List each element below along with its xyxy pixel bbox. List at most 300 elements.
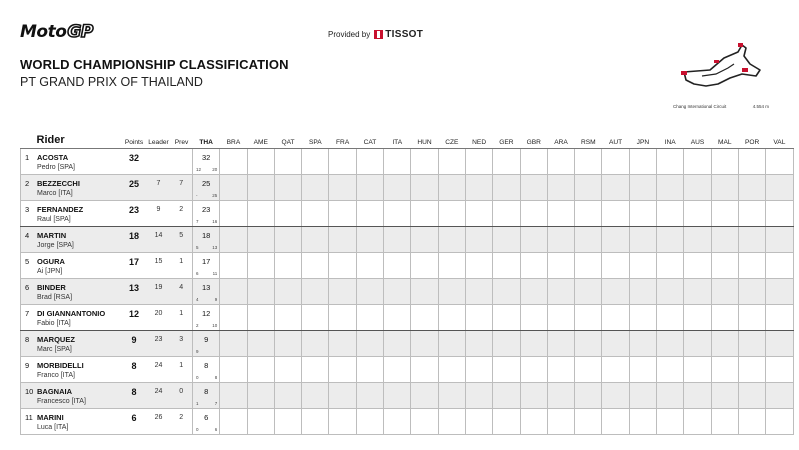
race-cell-empty bbox=[302, 227, 329, 253]
rider-position: 5 bbox=[25, 257, 30, 266]
race-cell-empty bbox=[602, 149, 629, 175]
race-cell-empty bbox=[493, 357, 520, 383]
race-cell-empty bbox=[575, 201, 602, 227]
points-cell: 18 bbox=[122, 227, 147, 253]
sprint-points: 9 bbox=[196, 349, 199, 354]
race-cell-empty bbox=[220, 357, 247, 383]
race-cell-empty bbox=[575, 149, 602, 175]
race-cell-empty bbox=[602, 357, 629, 383]
motogp-logo bbox=[20, 22, 93, 42]
leader-gap-cell: 19 bbox=[147, 279, 171, 305]
race-cell-empty bbox=[684, 357, 711, 383]
race-column-header: AME bbox=[247, 132, 274, 149]
race-cell-empty bbox=[738, 357, 765, 383]
race-cell-empty bbox=[575, 175, 602, 201]
race-cell-empty bbox=[274, 201, 301, 227]
rider-surname: MARTIN bbox=[37, 231, 67, 240]
race-cell-empty bbox=[384, 201, 411, 227]
tissot-wordmark: TISSOT bbox=[385, 29, 424, 40]
race-cell-empty bbox=[356, 279, 383, 305]
rider-position: 10 bbox=[25, 387, 34, 396]
rider-cell bbox=[21, 383, 122, 409]
race-cell-empty bbox=[411, 149, 438, 175]
rider-cell bbox=[21, 253, 122, 279]
race-column-header: AUT bbox=[602, 132, 629, 149]
race-cell-empty bbox=[438, 409, 465, 435]
race-cell-empty bbox=[220, 331, 247, 357]
rider-cell bbox=[21, 305, 122, 331]
race-cell-empty bbox=[547, 305, 574, 331]
race-cell-empty bbox=[766, 305, 793, 331]
race-cell-empty bbox=[711, 201, 738, 227]
race-cell-empty bbox=[329, 305, 356, 331]
race-column-header: GBR bbox=[520, 132, 547, 149]
race-cell-empty bbox=[274, 331, 301, 357]
race-cell-empty bbox=[657, 383, 684, 409]
race-cell-empty bbox=[302, 253, 329, 279]
race-cell-empty bbox=[711, 357, 738, 383]
race-breakdown bbox=[196, 271, 217, 276]
tissot-cross-icon bbox=[374, 30, 383, 39]
race-cell-empty bbox=[547, 409, 574, 435]
race-cell-empty bbox=[329, 383, 356, 409]
race-cell-empty bbox=[684, 175, 711, 201]
prev-gap-cell: 5 bbox=[171, 227, 193, 253]
race-cell-empty bbox=[438, 279, 465, 305]
race-cell-empty bbox=[766, 331, 793, 357]
race-cell-empty bbox=[493, 253, 520, 279]
race-points: 8 bbox=[204, 387, 209, 396]
points-cell: 32 bbox=[122, 149, 147, 175]
race-points: 6 bbox=[204, 413, 209, 422]
race-cell-empty bbox=[411, 383, 438, 409]
race-cell-empty bbox=[520, 357, 547, 383]
rider-position: 1 bbox=[25, 153, 30, 162]
race-only-points: 11 bbox=[212, 271, 218, 276]
race-cell-empty bbox=[629, 149, 656, 175]
logo-moto-text: Moto bbox=[20, 22, 67, 42]
race-breakdown bbox=[196, 245, 217, 250]
race-cell-empty bbox=[247, 253, 274, 279]
points-cell: 12 bbox=[122, 305, 147, 331]
race-cell-empty bbox=[302, 305, 329, 331]
race-only-points: 10 bbox=[212, 323, 218, 328]
rider-firstname-nation: Fabio [ITA] bbox=[37, 320, 71, 327]
race-cell-empty bbox=[465, 383, 492, 409]
race-cell-empty bbox=[657, 201, 684, 227]
race-cell-empty bbox=[220, 383, 247, 409]
race-cell-empty bbox=[657, 149, 684, 175]
race-cell-empty bbox=[493, 227, 520, 253]
race-cell-empty bbox=[547, 227, 574, 253]
race-breakdown bbox=[196, 167, 217, 172]
sponsor-credit bbox=[328, 29, 423, 40]
race-breakdown bbox=[196, 375, 217, 380]
race-breakdown bbox=[196, 297, 217, 302]
race-cell-empty bbox=[274, 305, 301, 331]
race-cell-empty bbox=[520, 305, 547, 331]
race-cell-empty bbox=[547, 357, 574, 383]
rider-position: 7 bbox=[25, 309, 30, 318]
rider-firstname-nation: Franco [ITA] bbox=[37, 372, 75, 379]
race-only-points: 13 bbox=[212, 245, 218, 250]
race-cell-empty bbox=[520, 227, 547, 253]
race-cell-empty bbox=[629, 305, 656, 331]
leader-gap-cell: 23 bbox=[147, 331, 171, 357]
race-cell-empty bbox=[356, 305, 383, 331]
race-cell-empty bbox=[629, 383, 656, 409]
leader-gap-cell: 15 bbox=[147, 253, 171, 279]
rider-firstname-nation: Marco [ITA] bbox=[37, 190, 73, 197]
race-cell-empty bbox=[356, 149, 383, 175]
rider-position: 4 bbox=[25, 231, 30, 240]
table-row bbox=[21, 383, 794, 409]
race-cell-empty bbox=[493, 175, 520, 201]
race-cell-empty bbox=[575, 279, 602, 305]
leader-gap-cell: 9 bbox=[147, 201, 171, 227]
race-cell-empty bbox=[711, 253, 738, 279]
race-cell-empty bbox=[302, 201, 329, 227]
sprint-points: 1 bbox=[196, 401, 199, 406]
race-cell-empty bbox=[465, 305, 492, 331]
race-cell-empty bbox=[629, 253, 656, 279]
race-cell-empty bbox=[602, 175, 629, 201]
rider-position: 2 bbox=[25, 179, 30, 188]
prev-gap-cell: 2 bbox=[171, 201, 193, 227]
race-column-header: INA bbox=[657, 132, 684, 149]
rider-firstname-nation: Jorge [SPA] bbox=[37, 242, 74, 249]
race-cell-empty bbox=[247, 149, 274, 175]
rider-cell bbox=[21, 357, 122, 383]
rider-firstname-nation: Brad [RSA] bbox=[37, 294, 73, 301]
rider-surname: MARQUEZ bbox=[37, 335, 75, 344]
race-cell-empty bbox=[384, 357, 411, 383]
race-cell-empty bbox=[766, 409, 793, 435]
race-breakdown bbox=[196, 193, 217, 198]
race-cell-empty bbox=[329, 253, 356, 279]
leader-column-header: Leader bbox=[147, 132, 171, 149]
race-cell-empty bbox=[684, 331, 711, 357]
race-cell-empty bbox=[384, 253, 411, 279]
race-cell-empty bbox=[684, 305, 711, 331]
race-cell-tha bbox=[193, 331, 220, 357]
race-cell-empty bbox=[329, 227, 356, 253]
rider-cell bbox=[21, 149, 122, 175]
race-points: 8 bbox=[204, 361, 209, 370]
race-cell-empty bbox=[547, 253, 574, 279]
race-cell-empty bbox=[220, 227, 247, 253]
rider-cell bbox=[21, 331, 122, 357]
race-cell-empty bbox=[329, 279, 356, 305]
race-cell-empty bbox=[274, 279, 301, 305]
race-cell-empty bbox=[384, 305, 411, 331]
race-cell-tha bbox=[193, 357, 220, 383]
race-cell-empty bbox=[575, 305, 602, 331]
rider-surname: BEZZECCHI bbox=[37, 179, 80, 188]
race-cell-empty bbox=[302, 331, 329, 357]
race-cell-empty bbox=[766, 253, 793, 279]
race-cell-empty bbox=[329, 357, 356, 383]
race-column-header: POR bbox=[738, 132, 765, 149]
table-row bbox=[21, 253, 794, 279]
race-cell-empty bbox=[657, 305, 684, 331]
race-cell-empty bbox=[247, 383, 274, 409]
race-column-header: SPA bbox=[302, 132, 329, 149]
table-row bbox=[21, 175, 794, 201]
race-cell-empty bbox=[602, 409, 629, 435]
points-cell: 17 bbox=[122, 253, 147, 279]
race-only-points: 8 bbox=[214, 375, 218, 380]
race-cell-empty bbox=[738, 279, 765, 305]
race-cell-empty bbox=[602, 279, 629, 305]
rider-firstname-nation: Raul [SPA] bbox=[37, 216, 71, 223]
race-cell-empty bbox=[465, 331, 492, 357]
sprint-points: 6 bbox=[196, 271, 199, 276]
leader-gap-cell: 24 bbox=[147, 357, 171, 383]
race-cell-empty bbox=[657, 331, 684, 357]
race-cell-empty bbox=[766, 383, 793, 409]
race-cell-empty bbox=[438, 357, 465, 383]
race-cell-empty bbox=[711, 175, 738, 201]
race-cell-empty bbox=[274, 383, 301, 409]
prev-gap-cell: 1 bbox=[171, 357, 193, 383]
race-cell-empty bbox=[438, 383, 465, 409]
points-cell: 23 bbox=[122, 201, 147, 227]
race-cell-empty bbox=[493, 305, 520, 331]
race-cell-empty bbox=[738, 253, 765, 279]
rider-surname: DI GIANNANTONIO bbox=[37, 309, 106, 318]
race-cell-tha bbox=[193, 149, 220, 175]
race-cell-empty bbox=[220, 175, 247, 201]
race-cell-empty bbox=[356, 175, 383, 201]
race-cell-empty bbox=[438, 305, 465, 331]
race-cell-empty bbox=[329, 201, 356, 227]
race-cell-empty bbox=[766, 279, 793, 305]
race-points: 23 bbox=[201, 205, 211, 214]
race-cell-empty bbox=[575, 227, 602, 253]
race-points: 32 bbox=[201, 153, 211, 162]
rider-position: 9 bbox=[25, 361, 30, 370]
sprint-points: 0 bbox=[196, 427, 199, 432]
rider-surname: MARINI bbox=[37, 413, 64, 422]
race-cell-empty bbox=[438, 253, 465, 279]
sprint-points: - bbox=[196, 193, 198, 198]
sprint-points: 5 bbox=[196, 245, 199, 250]
rider-position: 8 bbox=[25, 335, 30, 344]
race-cell-empty bbox=[465, 253, 492, 279]
race-only-points: 25 bbox=[212, 193, 218, 198]
points-cell: 8 bbox=[122, 357, 147, 383]
race-cell-empty bbox=[629, 175, 656, 201]
race-cell-empty bbox=[657, 357, 684, 383]
race-cell-empty bbox=[738, 227, 765, 253]
circuit-map-icon bbox=[672, 40, 772, 110]
table-row bbox=[21, 149, 794, 175]
race-cell-empty bbox=[602, 201, 629, 227]
race-cell-empty bbox=[356, 357, 383, 383]
race-breakdown bbox=[196, 427, 217, 432]
table-row bbox=[21, 279, 794, 305]
race-cell-empty bbox=[329, 409, 356, 435]
race-cell-empty bbox=[766, 201, 793, 227]
sprint-points: 0 bbox=[196, 375, 199, 380]
race-cell-empty bbox=[684, 279, 711, 305]
points-cell: 13 bbox=[122, 279, 147, 305]
rider-surname: FERNANDEZ bbox=[37, 205, 84, 214]
circuit-length: 4.554 m bbox=[752, 104, 769, 109]
race-cell-empty bbox=[493, 331, 520, 357]
points-cell: 6 bbox=[122, 409, 147, 435]
page-title: WORLD CHAMPIONSHIP CLASSIFICATION bbox=[20, 57, 289, 72]
leader-gap-cell: 26 bbox=[147, 409, 171, 435]
race-points: 12 bbox=[201, 309, 211, 318]
race-cell-empty bbox=[411, 305, 438, 331]
race-cell-tha bbox=[193, 279, 220, 305]
leader-gap-cell bbox=[147, 149, 171, 175]
race-cell-empty bbox=[356, 253, 383, 279]
race-cell-empty bbox=[438, 201, 465, 227]
table-row bbox=[21, 331, 794, 357]
race-cell-empty bbox=[766, 227, 793, 253]
race-cell-empty bbox=[493, 409, 520, 435]
rider-firstname-nation: Luca [ITA] bbox=[37, 424, 69, 431]
prev-gap-cell: 1 bbox=[171, 305, 193, 331]
race-cell-empty bbox=[629, 279, 656, 305]
race-cell-empty bbox=[247, 227, 274, 253]
race-cell-empty bbox=[711, 383, 738, 409]
race-cell-empty bbox=[274, 253, 301, 279]
race-cell-empty bbox=[274, 357, 301, 383]
table-row bbox=[21, 227, 794, 253]
race-cell-empty bbox=[657, 279, 684, 305]
page-subtitle: PT GRAND PRIX OF THAILAND bbox=[20, 75, 203, 89]
race-cell-empty bbox=[602, 383, 629, 409]
race-only-points: 7 bbox=[214, 401, 218, 406]
race-cell-empty bbox=[711, 279, 738, 305]
rider-firstname-nation: Marc [SPA] bbox=[37, 346, 72, 353]
race-cell-empty bbox=[302, 279, 329, 305]
race-cell-empty bbox=[465, 279, 492, 305]
race-cell-empty bbox=[384, 331, 411, 357]
race-cell-empty bbox=[657, 409, 684, 435]
rider-firstname-nation: Francesco [ITA] bbox=[37, 398, 86, 405]
circuit-caption bbox=[673, 104, 769, 109]
race-cell-empty bbox=[575, 383, 602, 409]
race-column-header: AUS bbox=[684, 132, 711, 149]
race-only-points: 20 bbox=[212, 167, 218, 172]
race-cell-empty bbox=[411, 357, 438, 383]
race-cell-empty bbox=[657, 227, 684, 253]
race-breakdown bbox=[196, 349, 217, 354]
race-cell-empty bbox=[247, 305, 274, 331]
prev-gap-cell: 3 bbox=[171, 331, 193, 357]
rider-column-header: Rider bbox=[21, 132, 122, 149]
race-cell-empty bbox=[711, 149, 738, 175]
table-header-row bbox=[21, 132, 794, 149]
race-cell-empty bbox=[575, 331, 602, 357]
rider-firstname-nation: Pedro [SPA] bbox=[37, 164, 76, 171]
race-cell-empty bbox=[465, 227, 492, 253]
race-cell-empty bbox=[738, 409, 765, 435]
table-row bbox=[21, 201, 794, 227]
race-cell-empty bbox=[329, 149, 356, 175]
race-cell-empty bbox=[247, 409, 274, 435]
race-cell-empty bbox=[711, 305, 738, 331]
rider-position: 3 bbox=[25, 205, 30, 214]
race-column-header: ARA bbox=[547, 132, 574, 149]
sprint-points: 2 bbox=[196, 323, 199, 328]
race-cell-empty bbox=[329, 331, 356, 357]
prev-gap-cell: 4 bbox=[171, 279, 193, 305]
race-cell-empty bbox=[493, 149, 520, 175]
points-cell: 25 bbox=[122, 175, 147, 201]
race-cell-empty bbox=[575, 253, 602, 279]
race-points: 17 bbox=[201, 257, 211, 266]
leader-gap-cell: 24 bbox=[147, 383, 171, 409]
race-points: 13 bbox=[201, 283, 211, 292]
race-cell-empty bbox=[411, 227, 438, 253]
points-cell: 9 bbox=[122, 331, 147, 357]
rider-surname: BINDER bbox=[37, 283, 66, 292]
sprint-points: 12 bbox=[196, 167, 202, 172]
rider-position: 11 bbox=[25, 413, 33, 422]
race-cell-empty bbox=[711, 227, 738, 253]
race-cell-empty bbox=[684, 227, 711, 253]
race-cell-empty bbox=[575, 357, 602, 383]
race-cell-empty bbox=[247, 279, 274, 305]
race-cell-empty bbox=[547, 201, 574, 227]
race-column-header: JPN bbox=[629, 132, 656, 149]
race-cell-empty bbox=[575, 409, 602, 435]
race-cell-empty bbox=[411, 331, 438, 357]
race-cell-empty bbox=[247, 357, 274, 383]
race-cell-empty bbox=[766, 357, 793, 383]
race-cell-empty bbox=[547, 279, 574, 305]
race-cell-empty bbox=[684, 149, 711, 175]
race-cell-empty bbox=[520, 149, 547, 175]
race-cell-empty bbox=[356, 409, 383, 435]
rider-surname: OGURA bbox=[37, 257, 65, 266]
race-cell-empty bbox=[247, 175, 274, 201]
race-cell-empty bbox=[738, 331, 765, 357]
race-cell-empty bbox=[302, 383, 329, 409]
race-cell-empty bbox=[547, 149, 574, 175]
race-cell-empty bbox=[438, 331, 465, 357]
race-column-header: MAL bbox=[711, 132, 738, 149]
table-row bbox=[21, 305, 794, 331]
sprint-points: 4 bbox=[196, 297, 199, 302]
rider-surname: MORBIDELLI bbox=[37, 361, 84, 370]
race-column-header: VAL bbox=[766, 132, 793, 149]
race-cell-empty bbox=[629, 227, 656, 253]
race-cell-empty bbox=[465, 409, 492, 435]
race-cell-empty bbox=[411, 253, 438, 279]
race-cell-empty bbox=[684, 201, 711, 227]
rider-position: 6 bbox=[25, 283, 30, 292]
race-cell-empty bbox=[465, 357, 492, 383]
race-cell-empty bbox=[520, 279, 547, 305]
rider-cell bbox=[21, 279, 122, 305]
race-cell-tha bbox=[193, 175, 220, 201]
race-cell-empty bbox=[738, 201, 765, 227]
leader-gap-cell: 14 bbox=[147, 227, 171, 253]
race-cell-empty bbox=[274, 175, 301, 201]
sprint-points: 7 bbox=[196, 219, 199, 224]
rider-surname: ACOSTA bbox=[37, 153, 69, 162]
race-cell-empty bbox=[629, 201, 656, 227]
race-cell-empty bbox=[411, 279, 438, 305]
race-cell-empty bbox=[657, 175, 684, 201]
